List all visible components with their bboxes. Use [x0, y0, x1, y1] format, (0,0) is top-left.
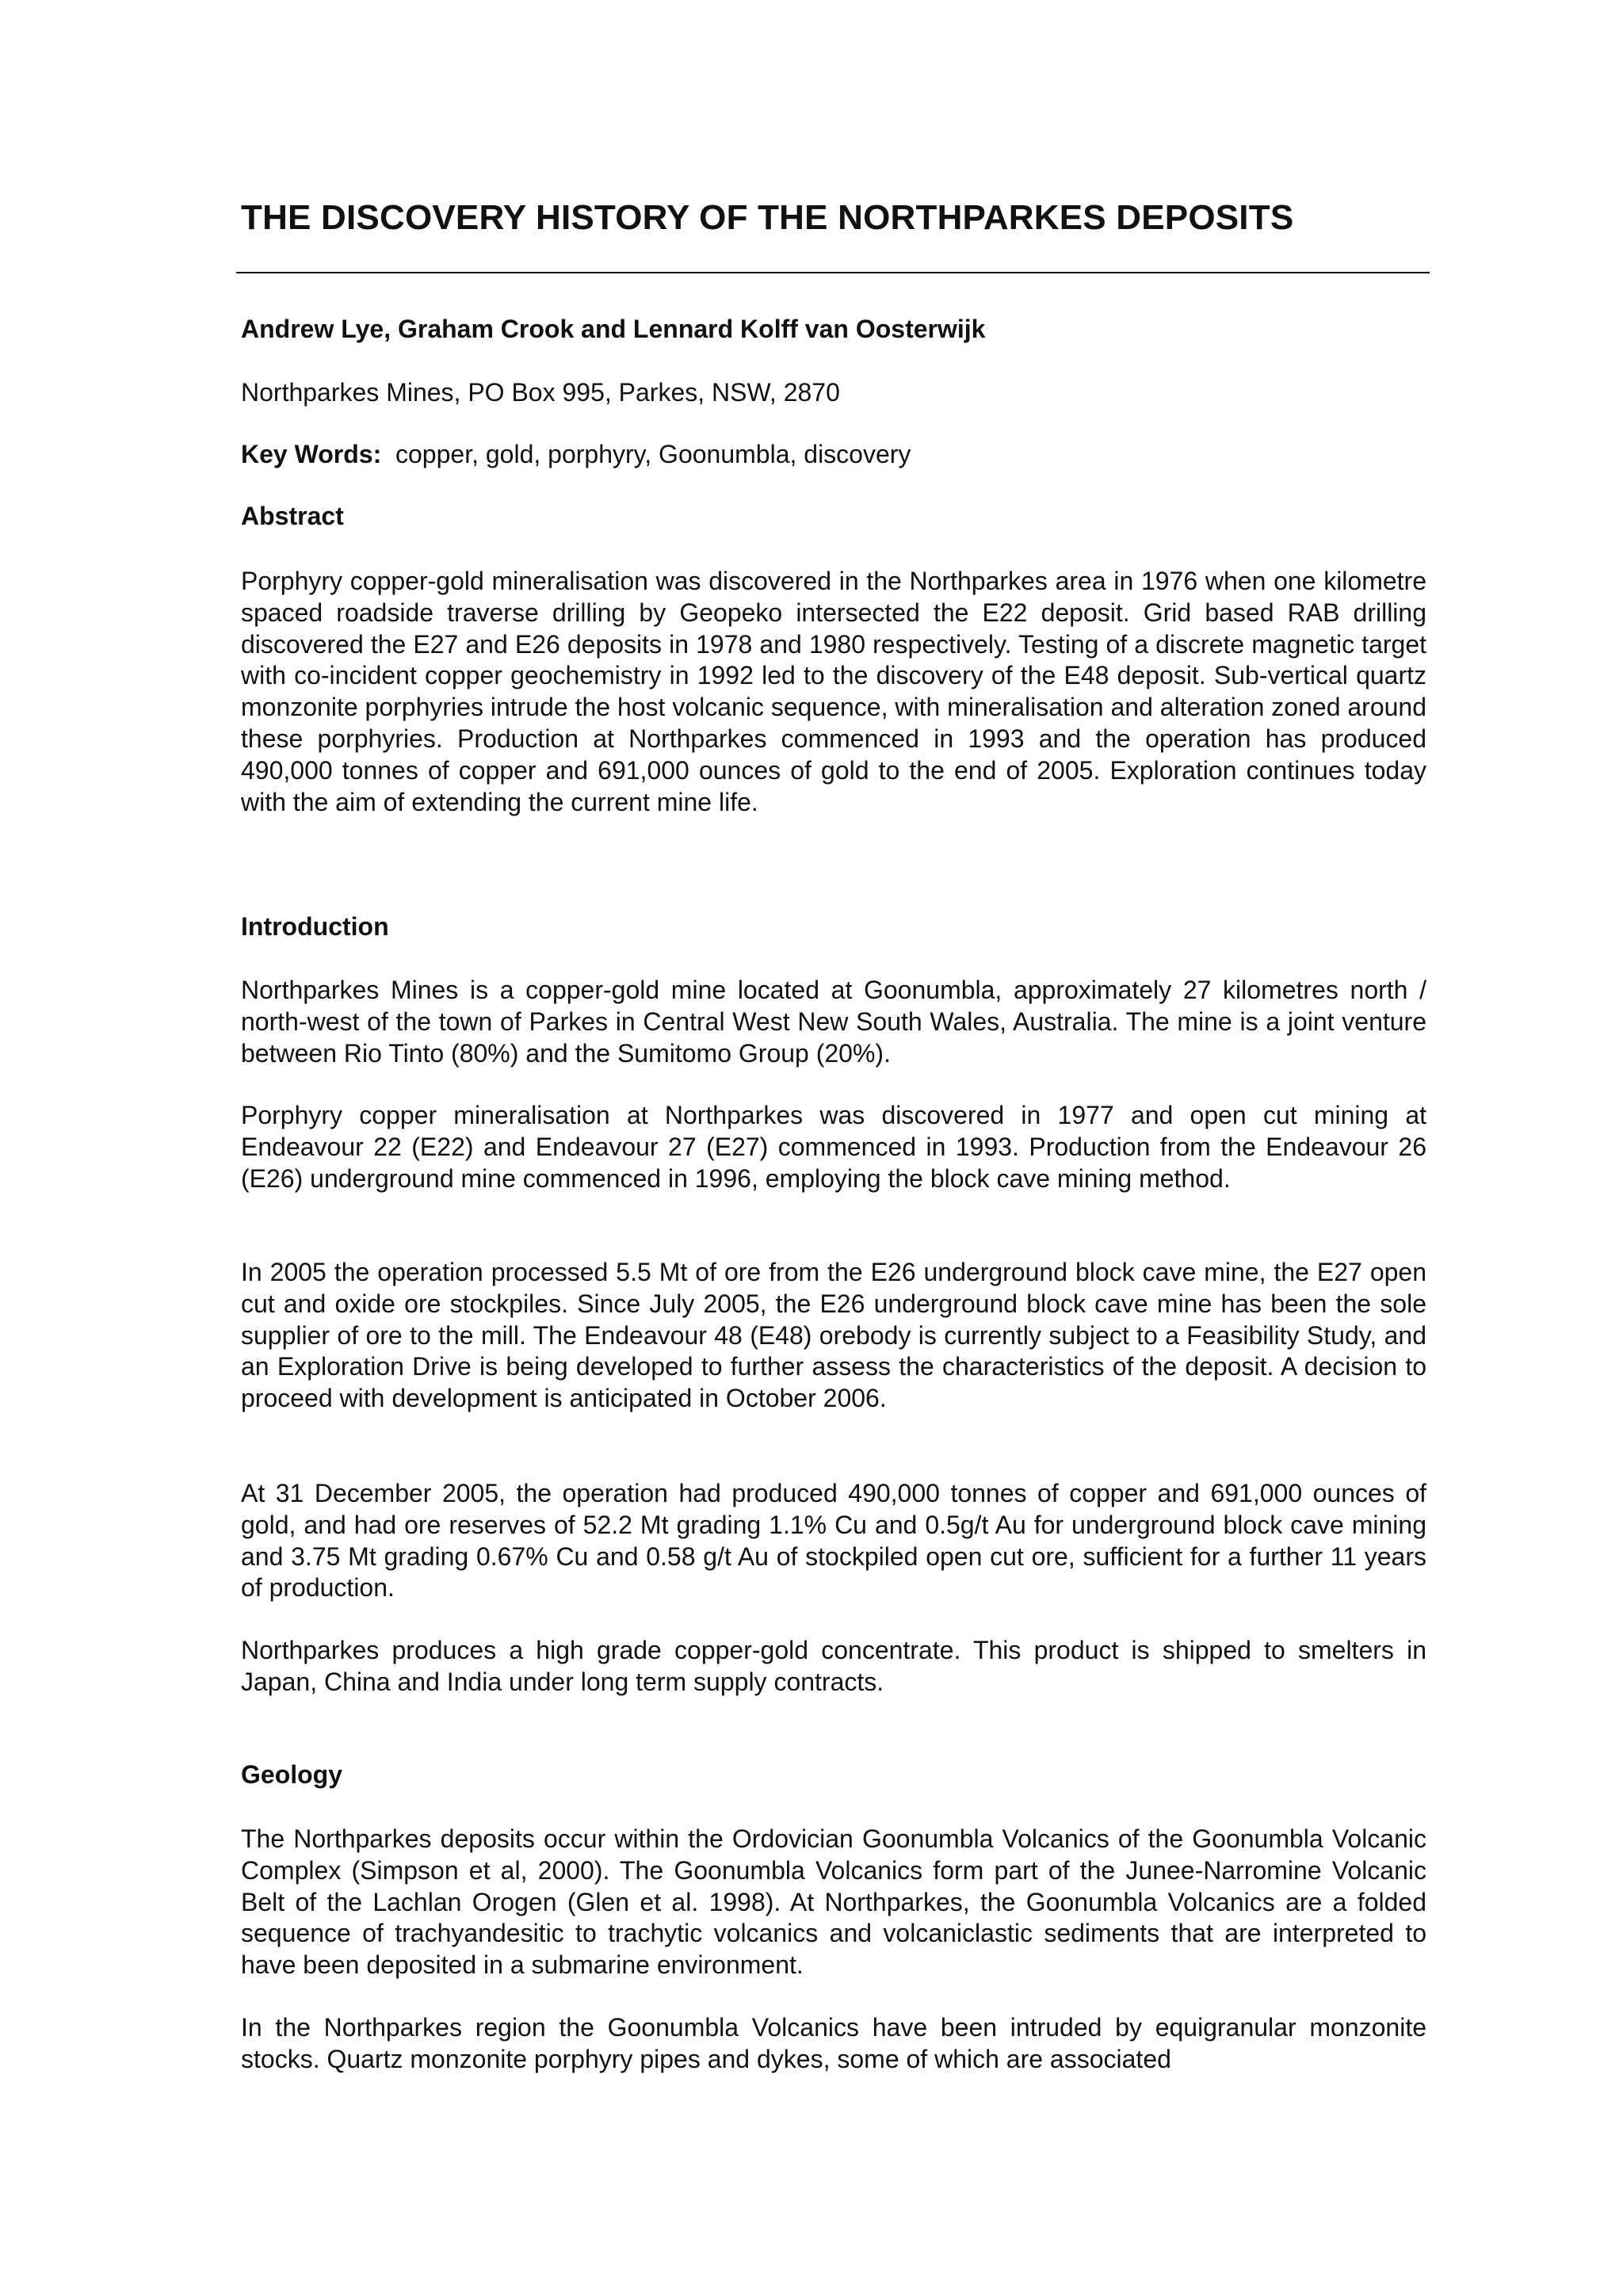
keywords-value: copper, gold, porphyry, Goonumbla, discovery — [395, 440, 911, 468]
keywords-label: Key Words: — [241, 440, 382, 468]
introduction-heading: Introduction — [241, 912, 389, 941]
affiliation: Northparkes Mines, PO Box 995, Parkes, NSW, 2870 — [241, 378, 840, 407]
introduction-paragraph-1: Northparkes Mines is a copper-gold mine located at Goonumbla, approximately 27 kilometres north / north-west of the town of Parkes in Central West New South Wales, Australia. The mine is a joint venture between Rio Tinto (80%) and the Sumitomo Group (20%). — [241, 976, 1426, 1068]
introduction-paragraph-2: Porphyry copper mineralisation at Northparkes was discovered in 1977 and open cut mining at Endeavour 22 (E22) and Endeavour 27 (E27) commenced in 1993. Production from the Endeavour 26 (E26) underground mine commenced in 1996, employing the block cave mining method. — [241, 1101, 1426, 1193]
author-list: Andrew Lye, Graham Crook and Lennard Kolff van Oosterwijk — [241, 315, 986, 343]
introduction-paragraph-4: At 31 December 2005, the operation had produced 490,000 tonnes of copper and 691,000 ounces of gold, and had ore reserves of 52.2 Mt grading 1.1% Cu and 0.5g/t Au for underground block cave mining and 3.75 Mt grading 0.67% Cu and 0.58 g/t Au of stockpiled open cut ore, sufficient for a further 11 years of production. — [241, 1479, 1426, 1603]
introduction-paragraph-5: Northparkes produces a high grade copper-gold concentrate. This product is shipped to smelters in Japan, China and India under long term supply contracts. — [241, 1636, 1426, 1696]
introduction-paragraph-3: In 2005 the operation processed 5.5 Mt of ore from the E26 underground block cave mine, the E27 open cut and oxide ore stockpiles. Since July 2005, the E26 underground block cave mine has been the sole supplier of ore to the mill. The Endeavour 48 (E48) orebody is currently subject to a Feasibility Study, and an Exploration Drive is being developed to further assess the characteristics of the deposit. A decision to proceed with development is anticipated in October 2006. — [241, 1258, 1426, 1413]
abstract-heading: Abstract — [241, 502, 344, 530]
abstract-paragraph: Porphyry copper-gold mineralisation was discovered in the Northparkes area in 1976 when one kilometre spaced roadside traverse drilling by Geopeko intersected the E22 deposit. Grid based RAB drilling discovered the E27 and E26 deposits in 1978 and 1980 respectively. Testing of a discrete magnetic target with co-incident copper geochemistry in 1992 led to the discovery of the E48 deposit. Sub-vertical quartz monzonite porphyries intrude the host volcanic sequence, with mineralisation and alteration zoned around these porphyries. Production at Northparkes commenced in 1993 and the operation has produced 490,000 tonnes of copper and 691,000 ounces of gold to the end of 2005. Exploration continues today with the aim of extending the current mine life. — [241, 567, 1427, 816]
geology-paragraph-2: In the Northparkes region the Goonumbla Volcanics have been intruded by equigranular monzonite stocks. Quartz monzonite porphyry pipes and dykes, some of which are associated — [241, 2013, 1426, 2073]
geology-heading: Geology — [241, 1760, 343, 1789]
geology-paragraph-1: The Northparkes deposits occur within the Ordovician Goonumbla Volcanics of the Goonumbla Volcanic Complex (Simpson et al, 2000). The Goonumbla Volcanics form part of the Junee-Narromine Volcanic Belt of the Lachlan Orogen (Glen et al. 1998). At Northparkes, the Goonumbla Volcanics are a folded sequence of trachyandesitic to trachytic volcanics and volcaniclastic sediments that are interpreted to have been deposited in a submarine environment. — [241, 1824, 1426, 1980]
keywords-line — [241, 440, 911, 469]
paper-title: THE DISCOVERY HISTORY OF THE NORTHPARKES DEPOSITS — [241, 198, 1294, 237]
title-divider — [236, 272, 1430, 273]
